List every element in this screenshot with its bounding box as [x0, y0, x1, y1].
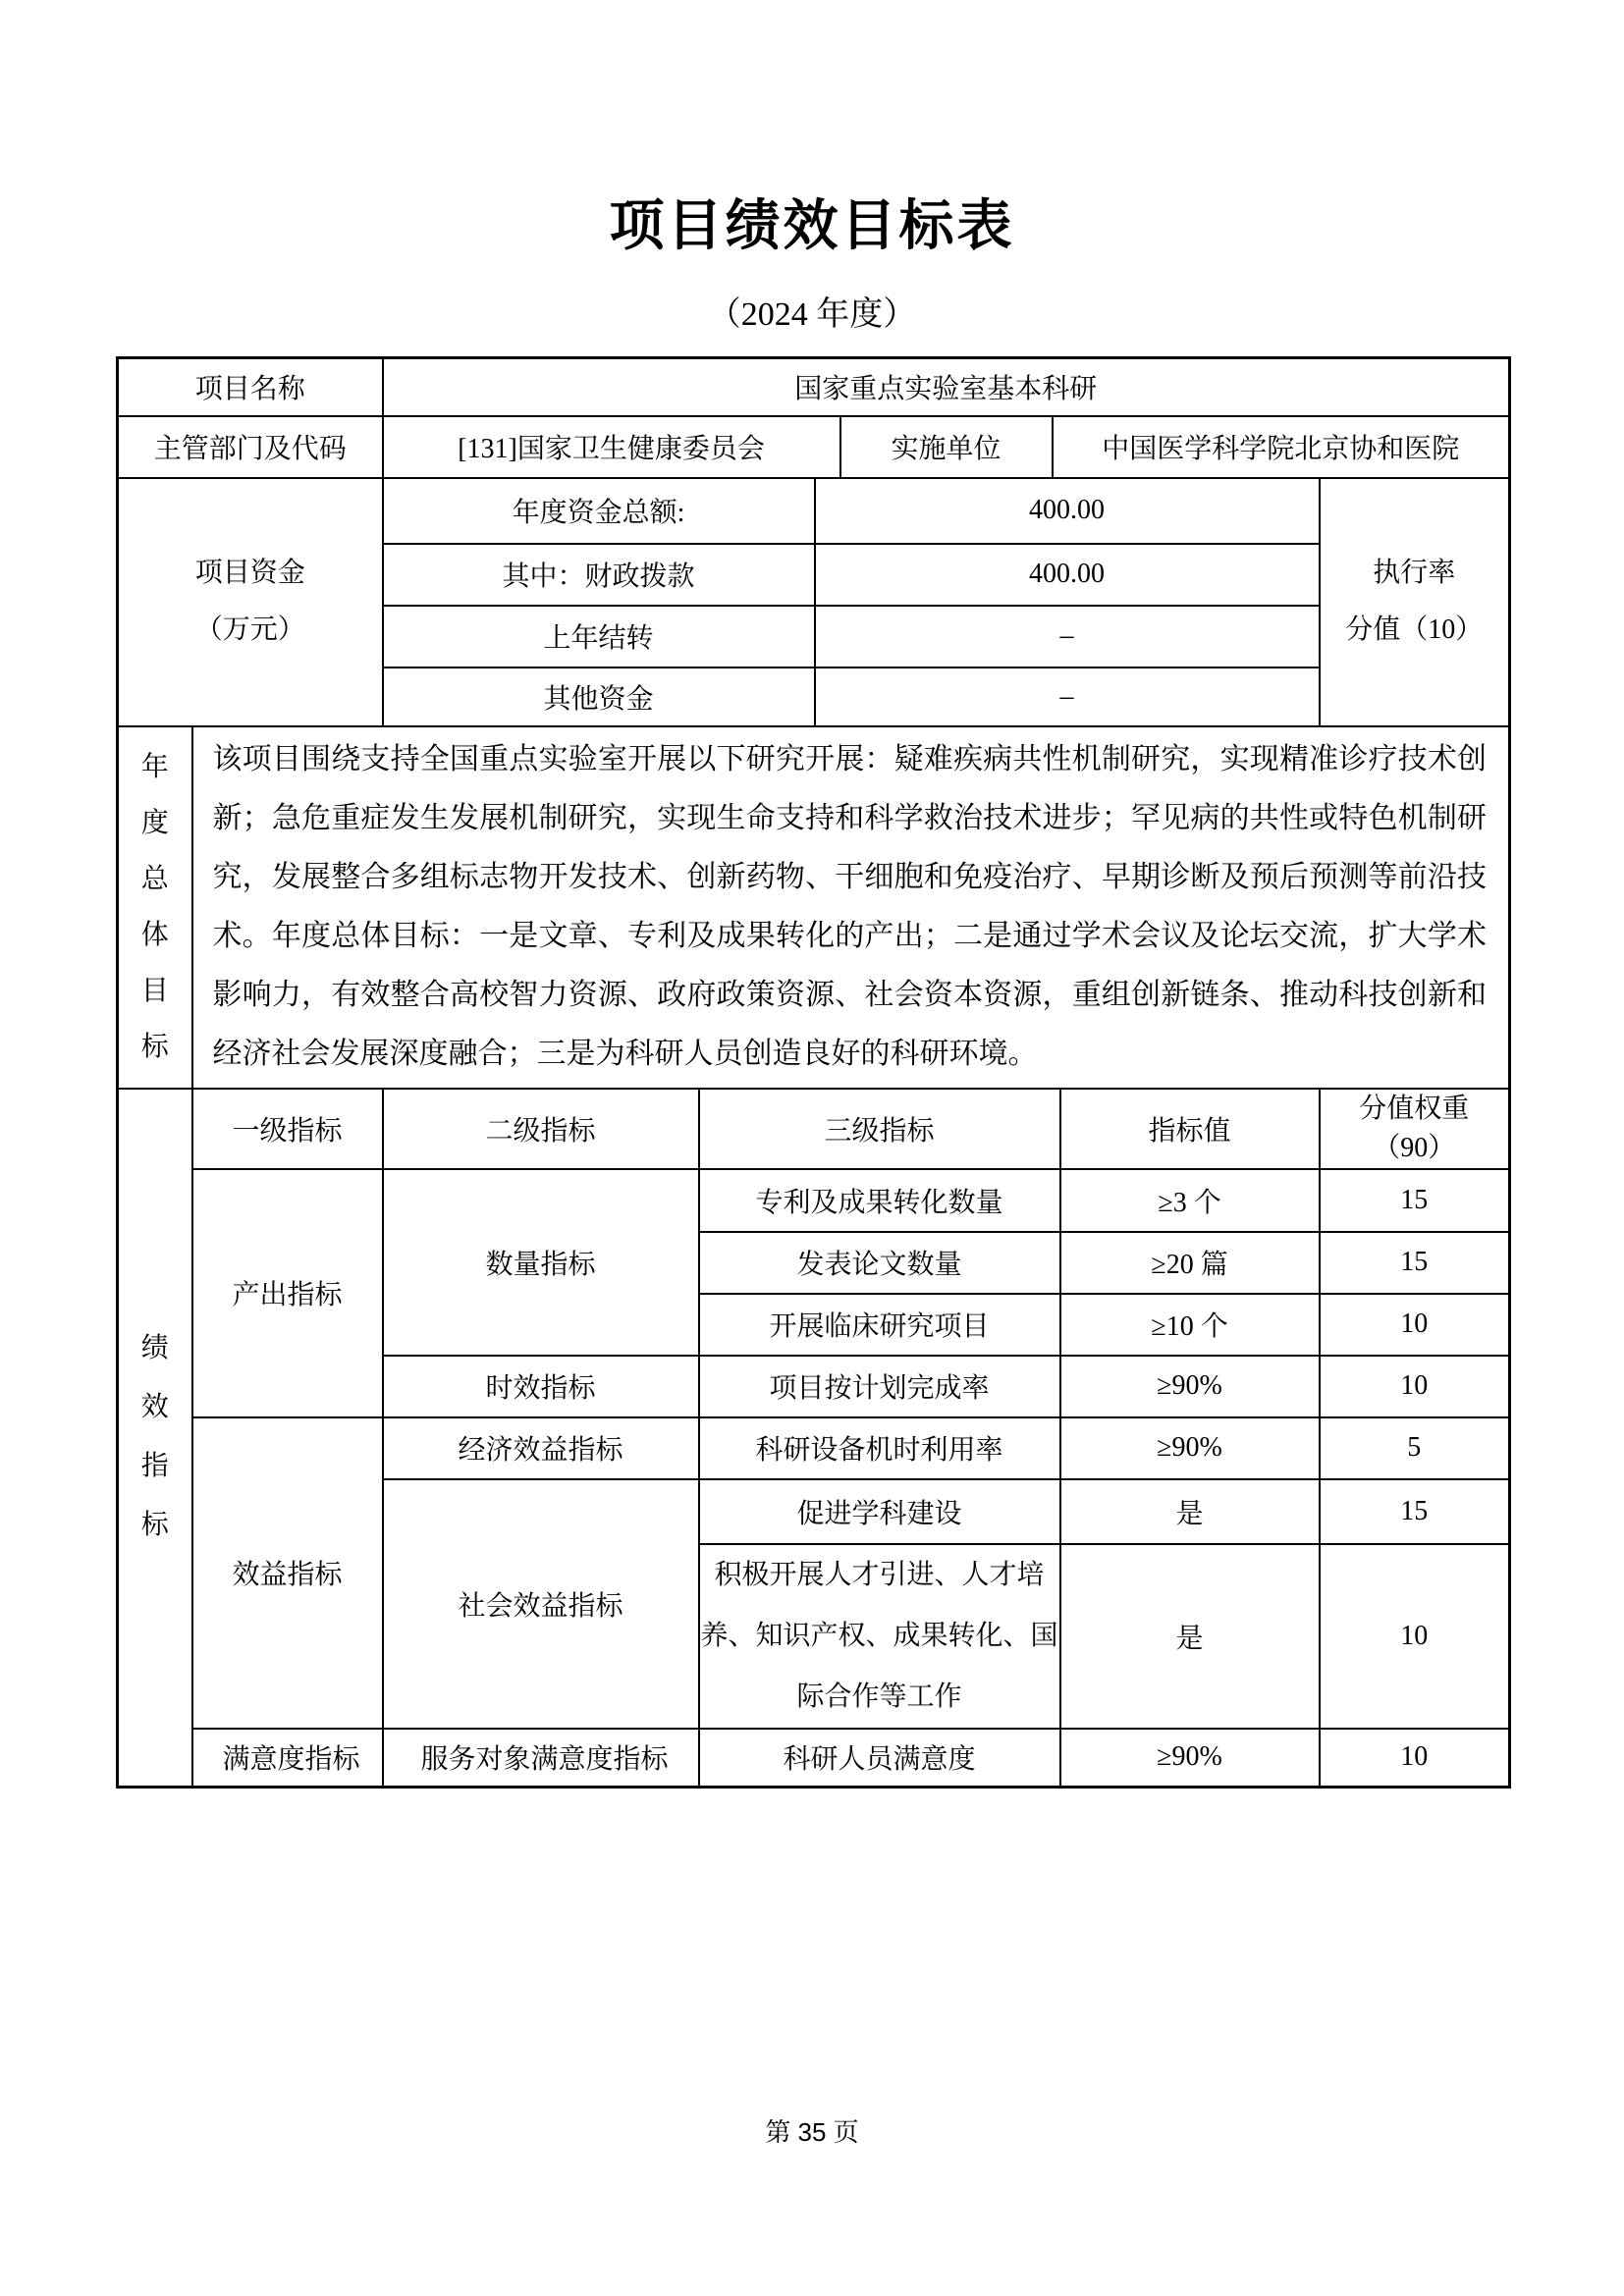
funding-row-value: 400.00 — [815, 478, 1320, 544]
funding-row-value: – — [815, 606, 1320, 667]
level2-service: 服务对象满意度指标 — [383, 1729, 699, 1788]
indicator-name: 开展临床研究项目 — [699, 1294, 1060, 1356]
indicator-value: ≥90% — [1060, 1417, 1320, 1479]
table-row — [118, 416, 1510, 478]
page-subtitle: （2024 年度） — [707, 296, 917, 333]
annual-goal-side-text: 年度总体目标 — [140, 752, 169, 1062]
level2-economic: 经济效益指标 — [383, 1417, 699, 1479]
annual-goal-cell — [192, 726, 1510, 1089]
execution-rate-line1: 执行率 — [1373, 558, 1456, 588]
funding-label-line2: （万元） — [194, 614, 305, 645]
indicator-value: ≥90% — [1060, 1729, 1320, 1788]
header-score-line2: （90） — [1373, 1132, 1456, 1163]
annual-goal-paragraph: 该项目围绕支持全国重点实验室开展以下研究开展：疑难疾病共性机制研究，实现精准诊疗技术创新；急危重症发生发展机制研究，实现生命支持和科学救治技术进步；罕见病的共性或特色机制研究，发展整合多组标志物开发技术、创新药物、干细胞和免疫治疗、早期诊断及预后预测等前沿技术。年度总体目标：一是文章、专利及成果转化的产出；二是通过学术会议及论坛交流，扩大学术影响力，有效整合高校智力资源、政府政策资源、社会资本资源，重组创新链条、推动科技创新和经济社会发展深度融合；三是为科研人员创造良好的科研环境。 — [212, 743, 1488, 1070]
indicator-value: ≥20 篇 — [1060, 1232, 1320, 1294]
dept-value: [131]国家卫生健康委员会 — [383, 416, 840, 478]
table-row — [118, 726, 1510, 1089]
indicators-side-text: 绩效指标 — [140, 1333, 169, 1541]
unit-label: 实施单位 — [840, 416, 1053, 478]
execution-rate-label — [1320, 478, 1510, 726]
indicator-score: 10 — [1320, 1729, 1510, 1788]
execution-rate-line2: 分值（10） — [1345, 614, 1484, 645]
indicator-score: 15 — [1320, 1479, 1510, 1544]
indicator-name: 促进学科建设 — [699, 1479, 1060, 1544]
project-name-value: 国家重点实验室基本科研 — [383, 358, 1510, 416]
level2-social: 社会效益指标 — [383, 1479, 699, 1729]
header-value: 指标值 — [1060, 1089, 1320, 1169]
level1-output: 产出指标 — [192, 1169, 383, 1417]
level2-quantity: 数量指标 — [383, 1169, 699, 1356]
indicator-name: 科研设备机时利用率 — [699, 1417, 1060, 1479]
header-level1: 一级指标 — [192, 1089, 383, 1169]
indicator-score: 5 — [1320, 1417, 1510, 1479]
funding-label-line1: 项目资金 — [194, 558, 305, 588]
header-score — [1320, 1089, 1510, 1169]
indicator-name: 发表论文数量 — [699, 1232, 1060, 1294]
project-name-label: 项目名称 — [118, 358, 383, 416]
indicator-score: 10 — [1320, 1544, 1510, 1729]
table-row — [118, 1089, 1510, 1169]
indicator-value: 是 — [1060, 1544, 1320, 1729]
annual-goal-side-label — [118, 726, 192, 1089]
dept-label: 主管部门及代码 — [118, 416, 383, 478]
indicator-score: 10 — [1320, 1294, 1510, 1356]
indicator-score: 10 — [1320, 1356, 1510, 1417]
page-number: 第 35 页 — [765, 2117, 859, 2147]
funding-row-value: 400.00 — [815, 544, 1320, 606]
funding-row-name: 年度资金总额: — [383, 478, 815, 544]
level2-timeliness: 时效指标 — [383, 1356, 699, 1417]
header-score-line1: 分值权重 — [1359, 1093, 1470, 1124]
indicator-value: ≥10 个 — [1060, 1294, 1320, 1356]
table-row — [118, 1729, 1510, 1788]
indicator-name: 专利及成果转化数量 — [699, 1169, 1060, 1232]
indicator-name: 项目按计划完成率 — [699, 1356, 1060, 1417]
page-title: 项目绩效目标表 — [609, 194, 1015, 256]
table-row — [118, 358, 1510, 416]
funding-label — [118, 478, 383, 726]
table-row — [118, 1169, 1510, 1232]
indicator-score: 15 — [1320, 1169, 1510, 1232]
table-row — [118, 1417, 1510, 1479]
header-level3: 三级指标 — [699, 1089, 1060, 1169]
unit-value: 中国医学科学院北京协和医院 — [1053, 416, 1510, 478]
indicators-side-label — [118, 1089, 192, 1788]
indicator-name: 积极开展人才引进、人才培养、知识产权、成果转化、国际合作等工作 — [699, 1544, 1060, 1729]
funding-row-name: 其中：财政拨款 — [383, 544, 815, 606]
table-row — [118, 478, 1510, 544]
indicator-value: 是 — [1060, 1479, 1320, 1544]
level1-satisfaction: 满意度指标 — [192, 1729, 383, 1788]
performance-target-table — [116, 356, 1511, 1789]
indicator-score: 15 — [1320, 1232, 1510, 1294]
level1-benefit: 效益指标 — [192, 1417, 383, 1729]
funding-row-name: 上年结转 — [383, 606, 815, 667]
funding-row-value: – — [815, 667, 1320, 726]
header-level2: 二级指标 — [383, 1089, 699, 1169]
indicator-name: 科研人员满意度 — [699, 1729, 1060, 1788]
indicator-value: ≥3 个 — [1060, 1169, 1320, 1232]
indicator-value: ≥90% — [1060, 1356, 1320, 1417]
funding-row-name: 其他资金 — [383, 667, 815, 726]
